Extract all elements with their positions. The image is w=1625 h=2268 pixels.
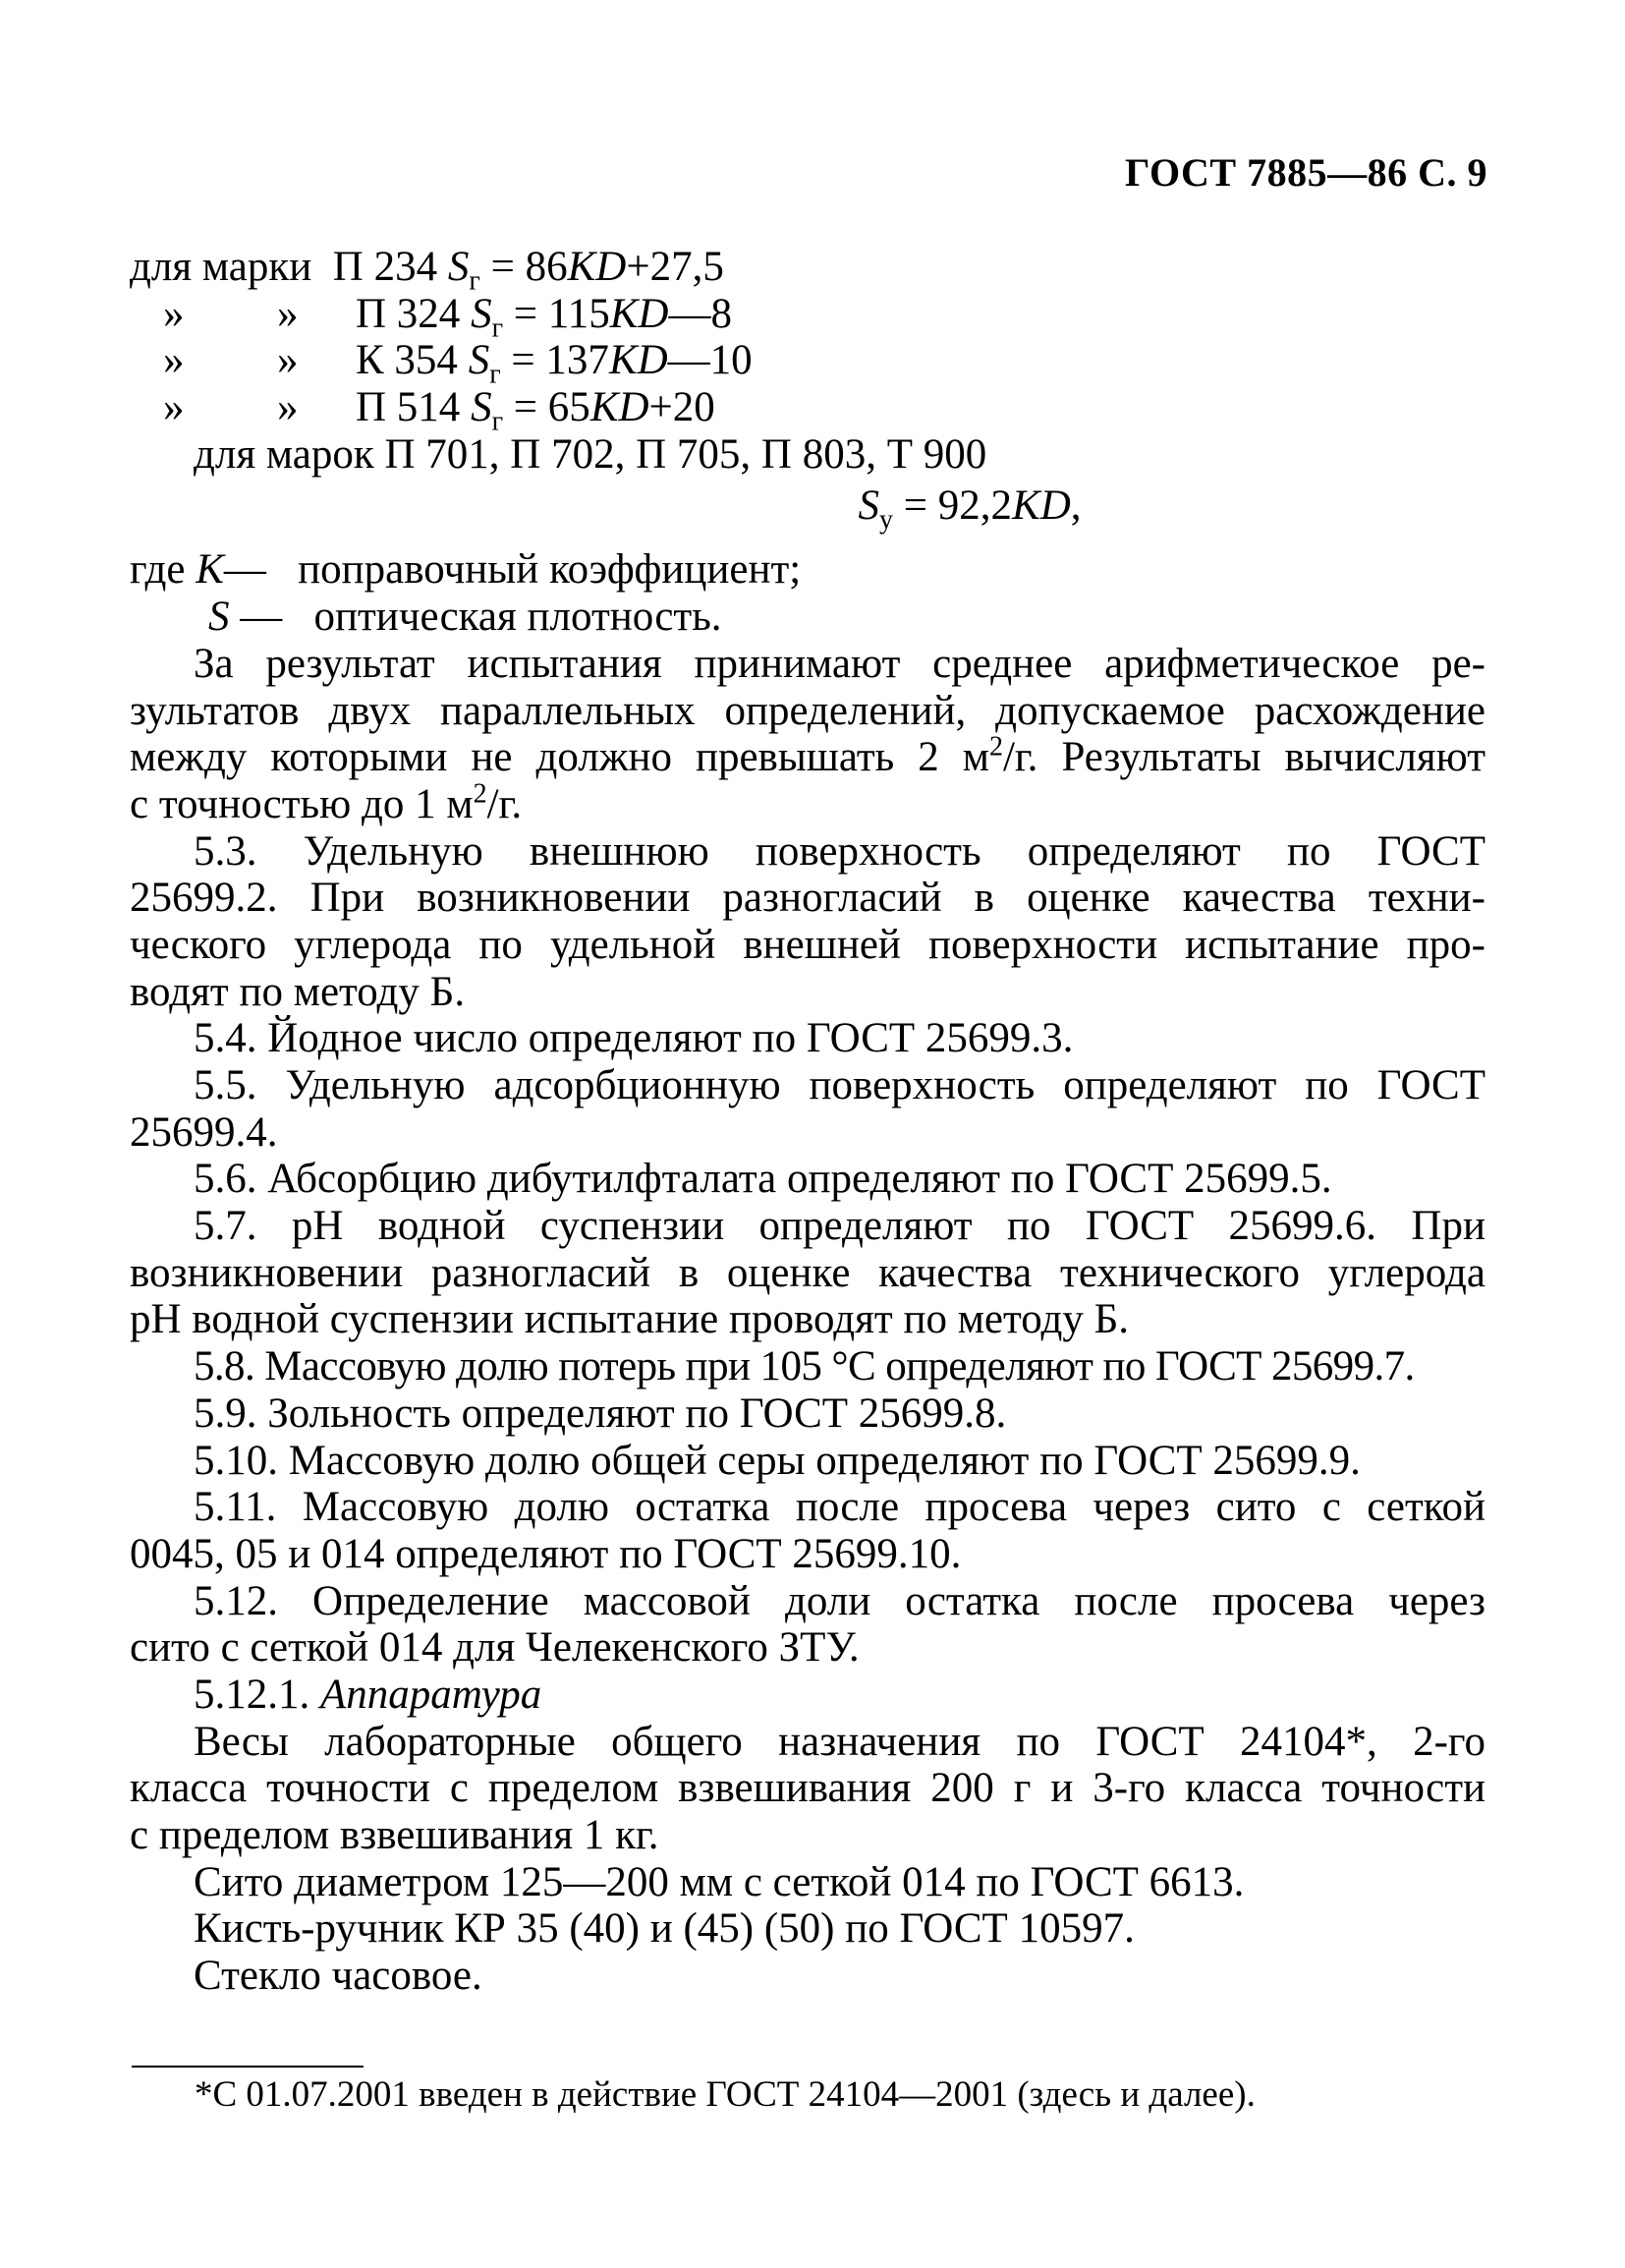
section-5-7-line-1: 5.7. pH водной суспензии определяют по ГОСТ 25699.6. При: [194, 1203, 1485, 1250]
formula-line-p324: » » П 324 $S_г$ = 115KD—8: [163, 290, 732, 344]
section-5-7-line-2: возникновении разногласий в оценке качества технического углерода: [130, 1249, 1485, 1296]
page-header: ГОСТ 7885—86 С. 9: [1124, 150, 1487, 195]
section-5-7-line-3: pH водной суспензии испытание проводят по методу Б.: [130, 1296, 1130, 1343]
section-5-11-line-2: 0045, 05 и 014 определяют по ГОСТ 25699.10.: [130, 1530, 962, 1577]
section-5-12-1-heading: 5.12.1. Аппаратура: [194, 1671, 542, 1718]
section-5-12-line-2: сито с сеткой 014 для Челекенского ЗТУ.: [130, 1624, 860, 1672]
section-5-10: 5.10. Массовую долю общей серы определяют по ГОСТ 25699.9.: [194, 1437, 1361, 1484]
section-5-6: 5.6. Абсорбцию дибутилфталата определяют по ГОСТ 25699.5.: [194, 1156, 1332, 1203]
section-5-3-line-1: 5.3. Удельную внешнюю поверхность определяют по ГОСТ: [194, 827, 1485, 875]
apparatus-brush: Кисть-ручник КР 35 (40) и (45) (50) по ГОСТ 10597.: [194, 1905, 1135, 1953]
footnote-divider: [132, 2066, 364, 2068]
section-5-12-line-1: 5.12. Определение массовой доли остатка после просева через: [194, 1577, 1485, 1624]
footnote: *С 01.07.2001 введен в действие ГОСТ 24104—2001 (здесь и далее).: [195, 2074, 1256, 2115]
apparatus-line-3: с пределом взвешивания 1 кг.: [130, 1812, 659, 1858]
section-5-11-line-1: 5.11. Массовую долю остатка после просева через сито с сеткой: [194, 1484, 1485, 1531]
apparatus-line-1: Весы лабораторные общего назначения по ГОСТ 24104*, 2-го: [194, 1718, 1485, 1765]
marks-line: для марок П 701, П 702, П 705, П 803, Т 900: [194, 430, 987, 478]
formula-line-p234: для марки П 234 $S_г = 86KD+27,5$: [130, 244, 724, 297]
where-k: где K— поправочный коэффициент;: [130, 546, 802, 594]
section-5-3-line-2: 25699.2. При возникновении разногласий в оценке качества техни-: [130, 875, 1485, 922]
formula-line-k354: » » К 354 $S_г$ = 137KD—10: [163, 337, 753, 390]
section-5-3-line-4: водят по методу Б.: [130, 968, 466, 1015]
apparatus-sieve: Сито диаметром 125—200 мм с сеткой 014 по ГОСТ 6613.: [194, 1858, 1245, 1905]
section-5-9: 5.9. Зольность определяют по ГОСТ 25699.8.: [194, 1389, 1007, 1437]
section-5-5-line-1: 5.5. Удельную адсорбционную поверхность определяют по ГОСТ: [194, 1062, 1485, 1108]
formula-sy: $S_у = 92,2KD$,: [858, 482, 1082, 537]
section-5-8: 5.8. Массовую долю потерь при 105 °С определяют по ГОСТ 25699.7.: [194, 1343, 1415, 1390]
apparatus-glass: Стекло часовое.: [194, 1953, 482, 2000]
result-line-2: зультатов двух параллельных определений, допускаемое расхождение: [130, 687, 1485, 734]
section-5-3-line-3: ческого углерода по удельной внешней поверхности испытание про-: [130, 921, 1485, 968]
result-line-4: с точностью до 1 $м^2/г$.: [130, 778, 523, 827]
section-5-4: 5.4. Йодное число определяют по ГОСТ 25699.3.: [194, 1015, 1074, 1062]
where-s: S — оптическая плотность.: [208, 594, 722, 641]
result-line-1: За результат испытания принимают среднее арифметическое ре-: [194, 640, 1485, 687]
result-line-3: между которыми не должно превышать 2 $м^2/г$. Результаты вычисляют: [130, 731, 1485, 781]
section-5-5-line-2: 25699.4.: [130, 1108, 278, 1156]
page-content: [130, 244, 1485, 2000]
apparatus-line-2: класса точности с пределом взвешивания 200 г и 3-го класса точности: [130, 1765, 1485, 1812]
formula-line-p514: » » П 514 $S_г = 65KD+20$: [163, 384, 715, 437]
